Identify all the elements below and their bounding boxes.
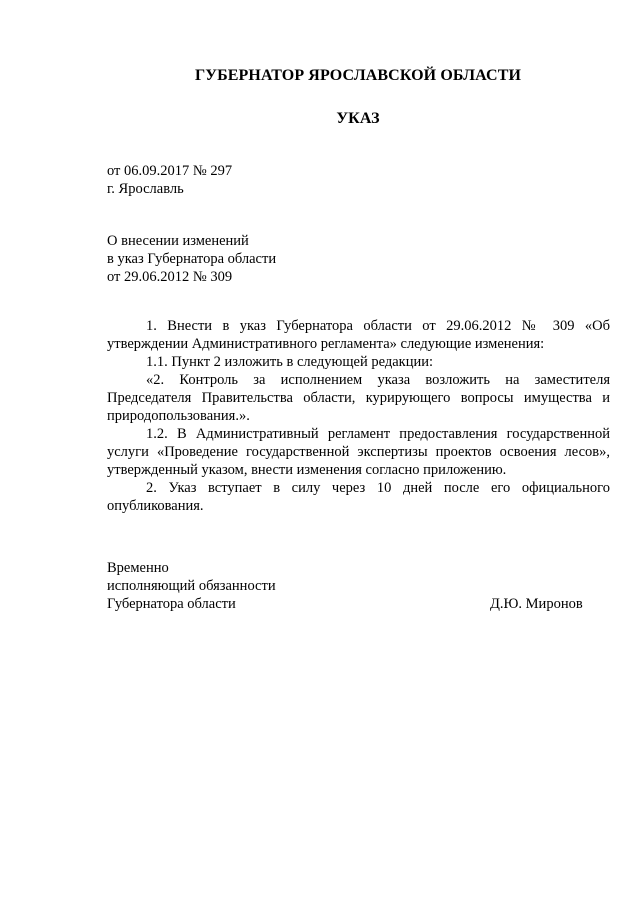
paragraph-1-2: 1.2. В Административный регламент предоставления государственной услуги «Проведение государственной экспертизы проектов освоения лесов», утвержденный указом, внести изменения согласно приложению.	[107, 426, 610, 478]
document-date-number: от 06.09.2017 № 297	[107, 163, 233, 179]
subject-line-3: от 29.06.2012 № 309	[107, 269, 233, 285]
signature-position-line-2: исполняющий обязанности	[107, 578, 276, 594]
subject-line-2: в указ Губернатора области	[107, 251, 277, 267]
paragraph-1: 1. Внести в указ Губернатора области от 29.06.2012 № 309 «Об утверждении Административного регламента» следующие изменения:	[107, 318, 610, 352]
signature-position-line-3: Губернатора области	[107, 596, 236, 612]
document-body	[107, 317, 610, 515]
paragraph-1-1: 1.1. Пункт 2 изложить в следующей редакции:	[146, 354, 434, 370]
signature-position-line-1: Временно	[107, 560, 169, 576]
paragraph-2: 2. Указ вступает в силу через 10 дней после его официального опубликования.	[107, 480, 610, 514]
paragraph-quote: «2. Контроль за исполнением указа возложить на заместителя Председателя Правительства области, курирующего вопросы имущества и природопользования.».	[107, 372, 610, 424]
org-title: ГУБЕРНАТОР ЯРОСЛАВСКОЙ ОБЛАСТИ	[194, 67, 522, 84]
signatory-name: Д.Ю. Миронов	[490, 596, 583, 612]
document-type: УКАЗ	[336, 110, 380, 127]
subject-line-1: О внесении изменений	[107, 233, 249, 249]
document-city: г. Ярославль	[107, 181, 184, 197]
